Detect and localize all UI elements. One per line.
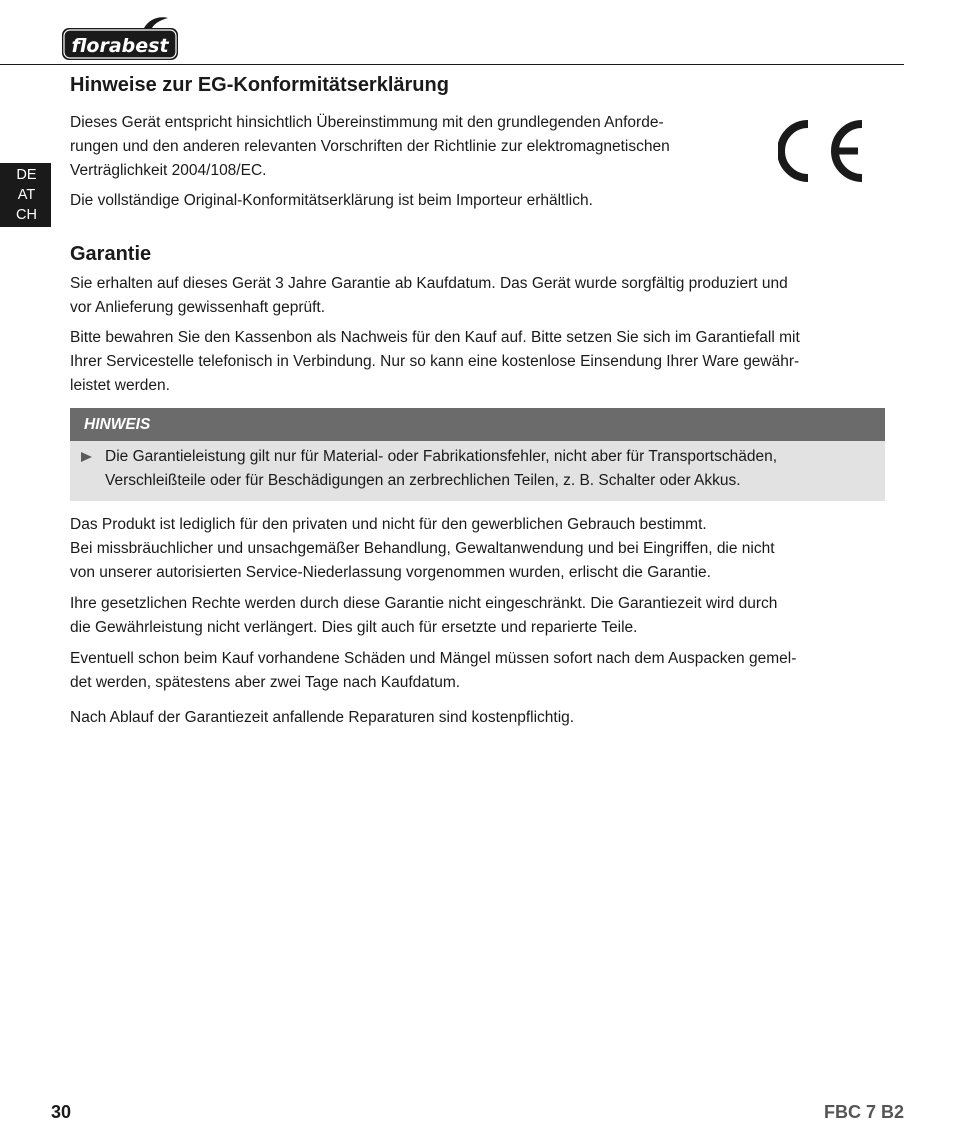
section-heading-ec-conformity: Hinweise zur EG-Konformitätserklärung	[70, 74, 449, 96]
guarantee-paragraph-5	[70, 647, 885, 695]
text-line: Die Garantieleistung gilt nur für Material- oder Fabrikationsfehler, nicht aber für Transportschäden,	[105, 448, 778, 465]
guarantee-paragraph-4	[70, 592, 885, 640]
text-line: Ihre gesetzlichen Rechte werden durch diese Garantie nicht eingeschränkt. Die Garantiezeit wird durch	[70, 595, 778, 612]
page-number: 30	[51, 1102, 72, 1122]
florabest-logo	[60, 16, 180, 62]
guarantee-paragraph-6: Nach Ablauf der Garantiezeit anfallende Reparaturen sind kostenpflichtig.	[70, 709, 575, 726]
guarantee-paragraph-1	[70, 272, 885, 320]
text-line: Verschleißteile oder für Beschädigungen an zerbrechlichen Teilen, z. B. Schalter oder Akkus.	[105, 472, 741, 489]
header-rule	[0, 64, 904, 65]
text-line: Eventuell schon beim Kauf vorhandene Schäden und Mängel müssen sofort nach dem Auspacken gemel-	[70, 650, 797, 667]
text-line: Dieses Gerät entspricht hinsichtlich Übereinstimmung mit den grundlegenden Anforde-	[70, 114, 664, 131]
logo-text: florabest	[71, 35, 169, 57]
lang-at: AT	[17, 187, 36, 203]
bullet-arrow-icon	[81, 452, 92, 462]
guarantee-paragraph-2	[70, 326, 885, 398]
ec-conformity-note: Die vollständige Original-Konformitätserklärung ist beim Importeur erhältlich.	[70, 192, 593, 209]
content	[70, 74, 885, 730]
text-line: Verträglichkeit 2004/108/EC.	[70, 162, 267, 179]
guarantee-paragraph-3	[70, 513, 885, 585]
text-line: det werden, spätestens aber zwei Tage nach Kaufdatum.	[70, 674, 461, 691]
lang-ch: CH	[16, 207, 37, 223]
notice-body	[70, 441, 885, 501]
text-line: Das Produkt ist lediglich für den privaten und nicht für den gewerblichen Gebrauch bestimmt.	[70, 516, 707, 533]
lang-de: DE	[16, 167, 37, 183]
language-tab	[0, 163, 51, 227]
text-line: leistet werden.	[70, 377, 170, 394]
text-line: die Gewährleistung nicht verlängert. Dies gilt auch für ersetzte und reparierte Teile.	[70, 619, 638, 636]
section-heading-guarantee: Garantie	[70, 243, 152, 265]
ec-conformity-paragraph	[70, 111, 885, 183]
text-line: Sie erhalten auf dieses Gerät 3 Jahre Garantie ab Kaufdatum. Das Gerät wurde sorgfältig produziert und	[70, 275, 788, 292]
text-line: von unserer autorisierten Service-Niederlassung vorgenommen wurden, erlischt die Garantie.	[70, 564, 711, 581]
notice-title: HINWEIS	[70, 408, 885, 441]
text-line: Ihrer Servicestelle telefonisch in Verbindung. Nur so kann eine kostenlose Einsendung Ihrer Ware gewähr-	[70, 353, 800, 370]
text-line: Bei missbräuchlicher und unsachgemäßer Behandlung, Gewaltanwendung und bei Eingriffen, die nicht	[70, 540, 775, 557]
text-line: vor Anlieferung gewissenhaft geprüft.	[70, 299, 326, 316]
model-number: FBC 7 B2	[823, 1102, 904, 1122]
text-line: rungen und den anderen relevanten Vorschriften der Richtlinie zur elektromagnetischen	[70, 138, 670, 155]
notice-box	[70, 408, 885, 501]
text-line: Bitte bewahren Sie den Kassenbon als Nachweis für den Kauf auf. Bitte setzen Sie sich im Garantiefall mit	[70, 329, 800, 346]
